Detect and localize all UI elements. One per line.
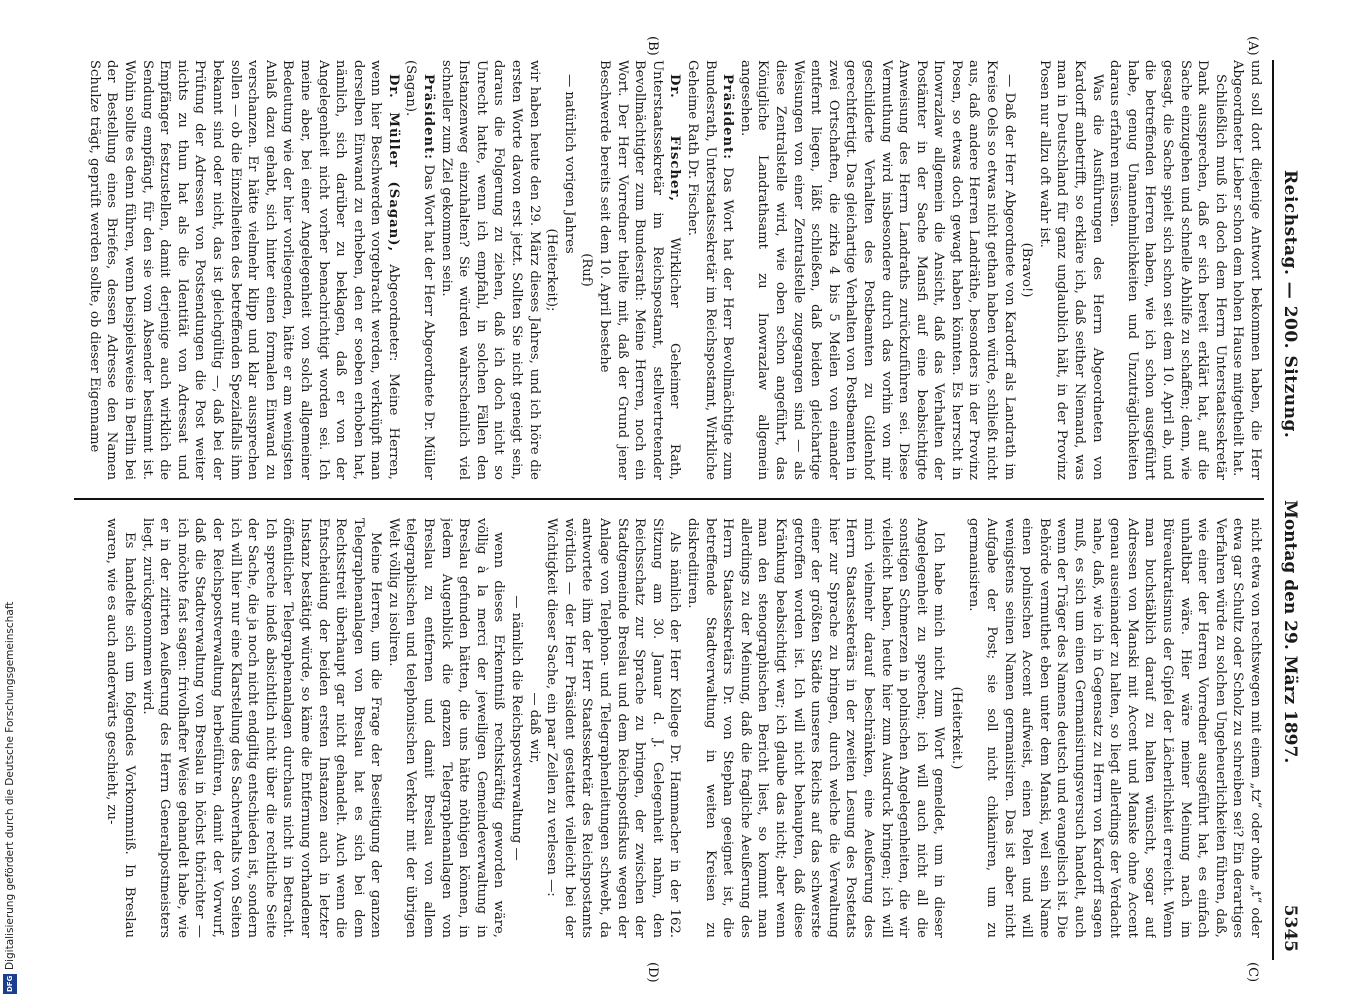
- paragraph: und soll dort diejenige Antwort bekommen haben, die Herr Abgeordneter Lieber schon dem hohen Hause mitgetheilt hat.: [1230, 60, 1263, 480]
- speaker-label: Präsident:: [720, 74, 736, 161]
- paragraph: Ich habe mich nicht zum Wort gemeldet, um in dieser Angelegenheit zu sprechen; ich will auch nicht all die sonstigen Schmerzen in polnischen Angelegenheiten, die wir vielleicht haben, heute hier zum Ausdruck bringen; ich will mich vielmehr darauf beschränken, eine Aeußerung des Herrn Staatssekretärs in der zweiten Lesung des Postetats hier zur Sprache zu bringen, durch welche die Verwaltung einer der größten Städte unseres Reichs auf das schwerste getroffen worden ist. Ich will nicht behaupten, daß diese Kränkung beabsichtigt war; ich glaube das nicht; aber wenn man den stenographischen Bericht liest, so kommt man allerdings zu der Meinung, daß die fragliche Aeußerung des Herrn Staatssekretärs Dr. von Stephan geeignet ist, die betreffende Stadtverwaltung in weiten Kreisen zu diskreditiren.: [685, 518, 947, 938]
- quote-fragment: — nämlich die Reichspostverwaltung —: [509, 595, 525, 861]
- section-marker-b: (B): [645, 36, 660, 56]
- left-column: [74, 60, 1264, 480]
- paragraph: Als nämlich der Herr Kollege Dr. Hammacher in der 162. Sitzung am 30. Januar d. J. Gelegenheit nahm, den Reichsschatz zur Sprache zu bringen, der zwischen der Stadtgemeinde Breslau und dem Reichspostfiskus wegen der Anlage von Telephon- und Telegraphenleitungen schwebt, da antwortete ihm der Herr Staatssekretär des Reichspostamts wörtlich — der Herr Präsident gestattet vielleicht bei der Wichtigkeit dieser Sache, ein paar Zeilen zu verlesen —:: [544, 518, 683, 938]
- speech-text: Abgeordneter: Meine Herren, wenn hier Beschwerden vorgebracht werden, verknüpft man derselben Einwand zu erheben, den er soeben erhoben hat, nämlich, sich darüber zu beklagen, daß er von der Angelegenheit nicht vorher benachrichtigt worden sei. Ich meine aber, bei einer Angelegenheit von solch allgemeiner Bedeutung wie der hier vorliegenden, hätte er am wenigsten Anlaß dazu gehabt, sich hinter einen formalen Einwand zu verschanzen. Er hätte vielmehr klipp und klar aussprechen sollen — ob die Einzelheiten des betreffenden Spezialfalls ihm bekannt sind oder nicht, das ist gleichgültig —, daß bei der Prüfung der Adressen von Postsendungen die Post weiter nichts zu thun hat als die Identität von Adressat und Empfänger festzustellen, damit derjenige auch wirklich die Sendung empfängt, für den sie vom Absender bestimmt ist. Wohin sollte es denn führen, wenn beispielsweise in Berlin bei der Bestellung eines Briefes, dessen Adresse den Namen Schulze trägt, geprüft werden sollte, ob dieser Eigenname: [86, 60, 401, 480]
- reaction: (Bravo!): [1019, 242, 1035, 298]
- section-marker-c: (C): [1245, 962, 1260, 983]
- dfg-logo-icon: DFG: [3, 974, 17, 994]
- newspaper-page: [60, 36, 1300, 983]
- speech-text: Wirklicher Geheimer Rath, Unterstaatssekretär im Reichspostamt, stellvertretender Bevollmächtigter zum Bundesrath: Meine Herren, noch ein Wort. Der Herr Vorredner theilte mit, daß der Grund jener Beschwerde bereits seit dem 10. April bestehe: [597, 60, 683, 480]
- speech-paragraph: [85, 60, 402, 480]
- paragraph: Meine Herren, um die Frage der Beseitigung der ganzen Telegraphenanlagen von Breslau hat es sich bei dem Rechtsstreit überhaupt gar nicht gehandelt. Auch wenn die Entscheidung der beiden ersten Instanzen auch in letzter Instanz bestätigt würde, so käme die Entfernung vorhandener öffentlicher Telegraphenanlagen durchaus nicht in Betracht. Ich spreche indeß absichtlich nicht über die rechtliche Seite der Sache, die ja noch nicht endgiltig entschieden ist, sondern ich will hier nur eine Klarstellung des Sachverhalts von Seiten der Reichspostverwaltung herbeiführen, damit der Vorwurf, daß die Stadtverwaltung von Breslau in höchst thörichter — ich möchte fast sagen: frivolhafter Weise gehandelt habe, wie er in der zitirten Aeußerung des Herrn Generalpostmeisters liegt, zurückgenommen wird.: [139, 518, 384, 938]
- paragraph: Was die Ausführungen des Herrn Abgeordneten von Kardorff anbetrifft, so erkläre ich, daß seither Niemand, was man in Deutschland für ganz unglaublich hält, in der Provinz Posen nur allzu oft wahr ist.: [1036, 60, 1105, 480]
- section-marker-d: (D): [645, 962, 660, 983]
- digitization-note: [0, 0, 20, 1000]
- paragraph: — natürlich vorigen Jahres: [561, 74, 577, 254]
- speech-paragraph: [595, 60, 683, 480]
- speaker-label: Präsident:: [421, 74, 437, 161]
- paragraph: wir haben heute den 29. März dieses Jahres, und ich höre die ersten Worte davon erst jetzt. Sollten Sie nicht geneigt sein, daraus die Folgerung zu ziehen, daß ich doch nicht so Unrecht hatte, wenn ich empfahl, in solchen Fällen den Instanzenweg einzuhalten? Sie würden wahrscheinlich viel schneller zum Ziel gekommen sein.: [438, 60, 542, 480]
- session-date: Montag den 29. März 1897.: [1280, 500, 1300, 764]
- reaction: (Heiterkeit.): [948, 686, 964, 770]
- speech-paragraph: [683, 60, 736, 480]
- reaction: (Heiterkeit);: [544, 228, 560, 312]
- digitization-note-text: Digitalisierung gefördert durch die Deutsche Forschungsgemeinschaft: [4, 601, 16, 970]
- paragraph: — Daß der Herr Abgeordnete von Kardorff als Landrath im Kreise Oels so etwas nicht gethan haben würde, schließt nicht aus, daß andere Herren Landräthe, besonders in der Provinz Posen, so etwas doch gewagt haben könnten. Es herrscht in Inowrazlaw allgemein die Ansicht, daß das Verhalten der Postämter in der Sache Mansfi auf eine beabsichtigte Anweisung des Herrn Landraths zurückzuführen sei. Diese Vermuthung wird insbesondere durch das vorhin von mir geschilderte Verhalten des Postbeamten zu Gildenhof gerechtfertigt. Das gleichartige Verhalten von Postbeamten in zwei Ortschaften, die zirka 4 bis 5 Meilen von einander entfernt liegen, läßt schließen, daß beiden gleichartige Weisungen von einer Zentralstelle zugegangen sind — als diese Zentralstelle wird, wie oben schon angeführt, das Königliche Landrathsamt zu Inowrazlaw allgemein angesehen.: [737, 60, 1017, 480]
- reaction: (Ruf): [579, 253, 595, 287]
- column-divider: [74, 498, 1264, 500]
- speech-text: Das Wort hat der Herr Abgeordnete Dr. Müller (Sagan).: [403, 60, 437, 480]
- paragraph: Es handelte sich um folgendes Vorkommniß. In Breslau waren, wie es auch anderwärts geschieht, zu-: [104, 518, 137, 938]
- section-marker-a: (A): [1245, 36, 1260, 56]
- quote-fragment: — daß wir,: [526, 692, 542, 764]
- speech-text: Das Wort hat der Herr Bevollmächtigte zum Bundesrath, Unterstaatssekretär im Reichspostamt, Wirkliche Geheime Rath Dr. Fischer.: [685, 60, 736, 480]
- right-column: [74, 518, 1264, 938]
- speaker-label: Dr. Fischer,: [667, 74, 683, 202]
- page-number: 5345: [1280, 904, 1300, 952]
- quote-paragraph: wenn dieses Erkenntniß rechtskräftig geworden wäre, völlig à la merci der jeweiligen Gemeindeverwaltung in Breslau gefunden hätten, die uns hätte nöthigen können, in jedem Augenblick die ganzen Telegraphenanlagen von Breslau zu entfernen und damit Breslau von allem telegraphischen und telephonischen Verkehr mit der übrigen Welt völlig zu isoliren.: [385, 518, 507, 938]
- paragraph: nicht etwa von rechtswegen mit einem „tz“ oder ohne „t“ oder etwa gar Schultz oder Scholz zu schreiben sei? Ein derartiges Verfahren würde zu solchen Ungeheuerlichkeiten führen, daß, wie einer der Herren Vorredner ausgeführt hat, es einfach unhaltbar wäre. Hier wäre meiner Meinung nach im Büreaukratismus der Gipfel der Lächerlichkeit erreicht. Wenn man buchstäblich darauf zu halten wünscht, sogar auf Adressen von Manski mit Accent und Manske ohne Accent genau auseinander zu halten, so liegt allerdings der Verdacht nahe, daß, wie ich in Gegensatz zu Herrn von Kardorff sagen muß, es sich um einen Germanisirungsversuch handelt, auch wenn der Träger des Namens deutsch und evangelisch ist. Die Behörde vermuthet eben unter dem Manski, weil sein Name einen polnischen Accent aufweist, einen Polen und will wenigstens seinen Namen germanisiren. Das ist aber nicht Aufgabe der Post; sie soll nicht chikaniren, um zu germanisiren.: [966, 518, 1263, 938]
- running-title: Reichstag. — 200. Sitzung.: [1280, 170, 1300, 439]
- page-header: [1272, 60, 1300, 960]
- speaker-label: Dr. Müller (Sagan),: [385, 74, 401, 253]
- paragraph: Schließlich muß ich doch dem Herrn Unterstaatssekretär Dank aussprechen, daß er sich bereit erklärt hat, auf die Sache einzugehen und schnelle Abhilfe zu schaffen; denn, wie gesagt, die Sache spielt sich schon seit dem 10. April ab, und die betreffenden Herren haben, wie ich schon ausgeführt habe, genug Unannehmlichkeiten und Unzuträglichkeiten daraus erfahren müssen.: [1107, 60, 1228, 480]
- speech-paragraph: [402, 60, 437, 480]
